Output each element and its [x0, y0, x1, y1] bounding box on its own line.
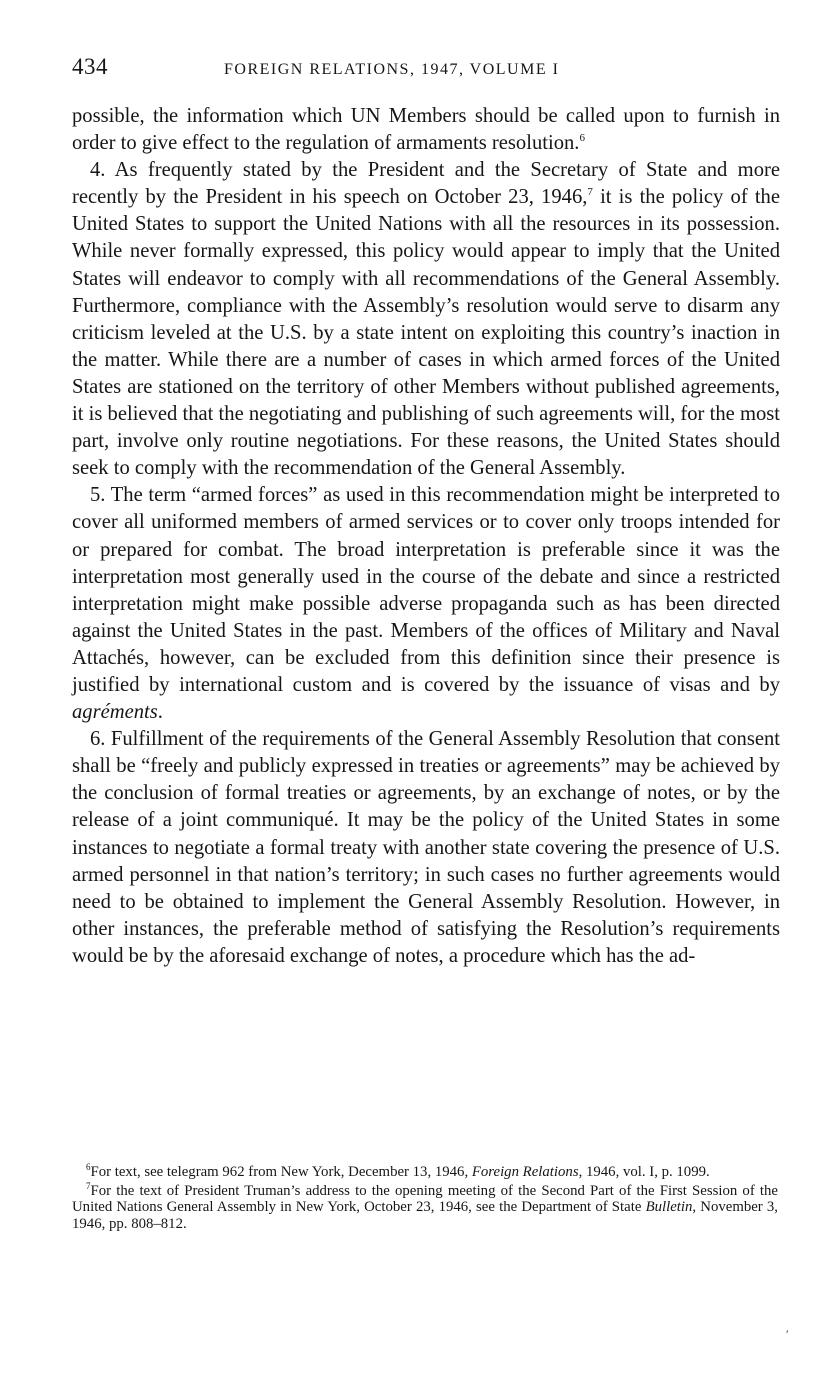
paragraph-4-part1: 4. As frequently stated by the President and the Secretary of State and more recently by the President in his speech on October 23, 1946,	[72, 159, 780, 209]
page-header	[72, 54, 780, 94]
footnote-7	[72, 1180, 778, 1233]
running-head: FOREIGN RELATIONS, 1947, VOLUME I	[224, 61, 560, 78]
footnote-7-italic: Bulletin	[645, 1199, 693, 1216]
paragraph-5-end: .	[157, 701, 163, 724]
paragraph-4-part2: it is the policy of the United States to support the United Nations with all the resources in its possession. While never formally expressed, this policy would appear to imply that the United States will endeavor to comply with all recommendations of the General Assembly. Furthermore, compliance with the Assembly’s resolution would serve to disarm any criticism leveled at the U.S. by a state intent on exploiting this country’s inaction in the matter. While there are a number of cases in which armed forces of the United States are stationed on the territory of other Members without published agreements, it is believed that the negotiating and publishing of such agreements will, for the most part, involve only routine negotiations. For these reasons, the United States should seek to comply with the recommendation of the General Assembly.	[72, 186, 780, 480]
footnote-6-marker: 6	[86, 1162, 91, 1173]
paragraph-4	[72, 157, 780, 482]
footnote-6-text: For text, see telegram 962 from New York, December 13, 1946,	[90, 1164, 472, 1180]
paragraph-5	[72, 482, 780, 726]
continuation-text: possible, the information which UN Members should be called upon to furnish in order to give effect to the regulation of armaments resolution.	[72, 105, 780, 155]
page-number: 434	[72, 54, 108, 79]
page	[72, 54, 780, 970]
paragraph-6	[72, 726, 780, 970]
footnote-6	[72, 1164, 778, 1181]
footnote-7-text: For the text of President Truman’s address to the opening meeting of the Second Part of the First Session of the United Nations General Assembly in New York, October 23, 1946, see the Department of State	[72, 1182, 778, 1216]
paragraph-5-italic: agréments	[72, 701, 158, 724]
footnote-ref-6: 6	[579, 132, 585, 145]
paragraph-6-text: 6. Fulfillment of the requirements of the General Assembly Resolution that consent shall be “freely and publicly expressed in treaties or agreements” may be achieved by the conclusion of formal treaties or agreements, by an exchange of notes, or by the release of a joint communiqué. It may be the policy of the United States in some instances to negotiate a formal treaty with another state covering the presence of U.S. armed personnel in that nation’s territory; in such cases no further agreements would need to be obtained to implement the General Assembly Resolution. However, in other instances, the preferable method of satisfying the Resolution’s requirements would be by the aforesaid exchange of notes, a procedure which has the ad-	[72, 728, 780, 967]
footnote-6-text-after: , 1946, vol. I, p. 1099.	[578, 1164, 710, 1180]
stray-mark: ′	[786, 1327, 789, 1341]
footnote-6-italic: Foreign Relations	[471, 1164, 579, 1180]
body-text	[72, 103, 780, 970]
footnote-ref-7: 7	[587, 186, 593, 199]
paragraph-5-text: 5. The term “armed forces” as used in this recommendation might be interpreted to cover all uniformed members of armed services or to cover only troops intended for or prepared for combat. The broad interpretation is preferable since it was the interpretation most generally used in the course of the debate and since a restricted interpretation might make possible adverse propaganda such as has been directed against the United States in the past. Members of the offices of Military and Naval Attachés, however, can be excluded from this definition since their presence is justified by international custom and is covered by the issuance of visas and by	[72, 484, 780, 696]
footnote-7-marker: 7	[86, 1180, 91, 1191]
footnotes	[72, 1164, 778, 1234]
footnote-7-text-after: , November 3, 1946, pp. 808–812.	[72, 1199, 778, 1232]
continuation-paragraph	[72, 103, 780, 157]
